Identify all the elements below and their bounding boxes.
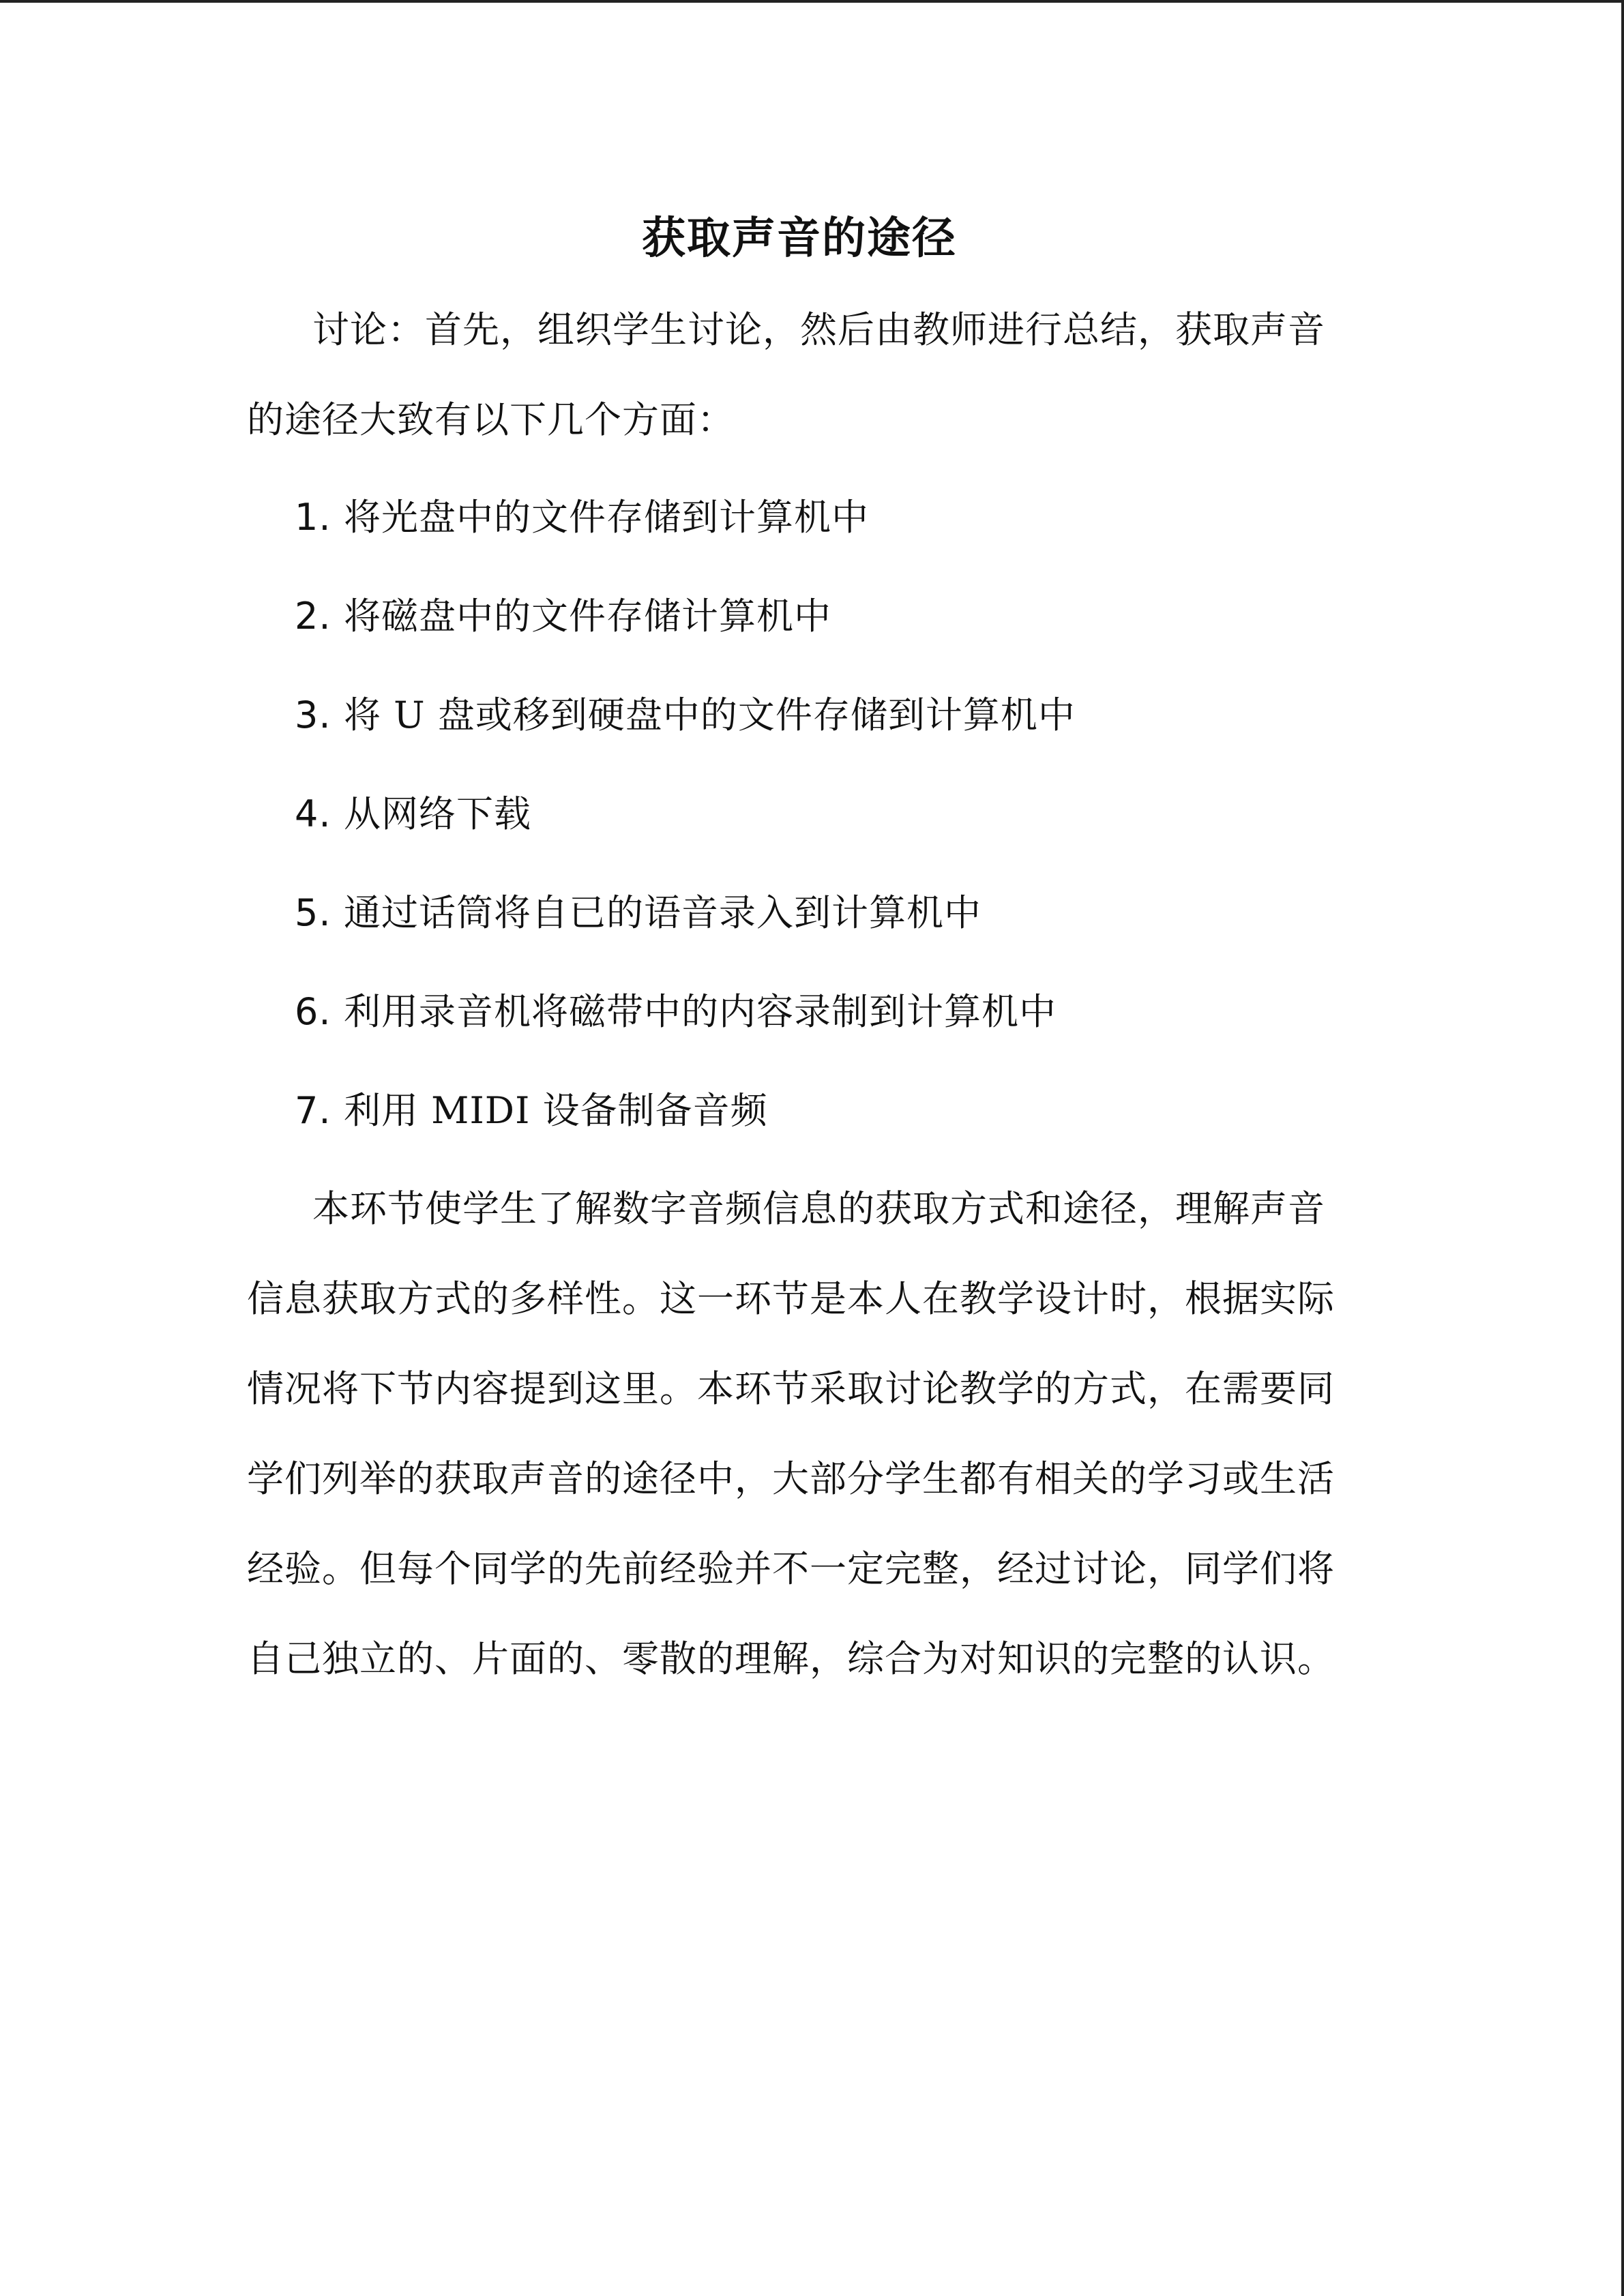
document-body	[247, 205, 1352, 1704]
list-item-text: 通过话筒将自已的语音录入到计算机中	[344, 891, 981, 934]
list-item-text: 将光盘中的文件存储到计算机中	[344, 496, 869, 539]
list-item-number: 7.	[295, 1089, 331, 1132]
list-item-number: 6.	[295, 990, 331, 1033]
list-item-text: 利用录音机将磁带中的内容录制到计算机中	[344, 990, 1057, 1033]
list-item	[247, 666, 1352, 764]
page-border-top	[0, 0, 1624, 3]
list-item	[247, 468, 1352, 567]
document-title: 获取声音的途径	[642, 213, 957, 264]
page-border-right	[1621, 0, 1624, 2296]
list-item-number: 2.	[295, 595, 331, 638]
list-item	[247, 764, 1352, 863]
list-item-text: 将 U 盘或移到硬盘中的文件存储到计算机中	[344, 694, 1076, 736]
list-item-text: 将磁盘中的文件存储计算机中	[344, 595, 831, 638]
list-item	[247, 863, 1352, 962]
list-item	[247, 962, 1352, 1061]
list-item	[247, 567, 1352, 666]
intro-paragraph: 讨论：首先，组织学生讨论，然后由教师进行总结，获取声音的途径大致有以下几个方面：	[247, 308, 1325, 441]
list-item-number: 1.	[295, 496, 331, 539]
method-list	[247, 468, 1352, 1160]
list-item	[247, 1061, 1352, 1160]
conclusion-paragraph: 本环节使学生了解数字音频信息的获取方式和途径，理解声音信息获取方式的多样性。这一环节是本人在教学设计时，根据实际情况将下节内容提到这里。本环节采取讨论教学的方式，在需要同学们列举的获取声音的途径中，大部分学生都有相关的学习或生活经验。但每个同学的先前经验并不一定完整，经过讨论，同学们将自己独立的、片面的、零散的理解，综合为对知识的完整的认识。	[247, 1187, 1335, 1680]
list-item-number: 5.	[295, 891, 331, 934]
list-item-text: 从网络下载	[344, 792, 531, 835]
list-item-number: 4.	[295, 792, 331, 835]
list-item-number: 3.	[295, 694, 331, 736]
list-item-text: 利用 MIDI 设备制备音频	[344, 1089, 768, 1132]
